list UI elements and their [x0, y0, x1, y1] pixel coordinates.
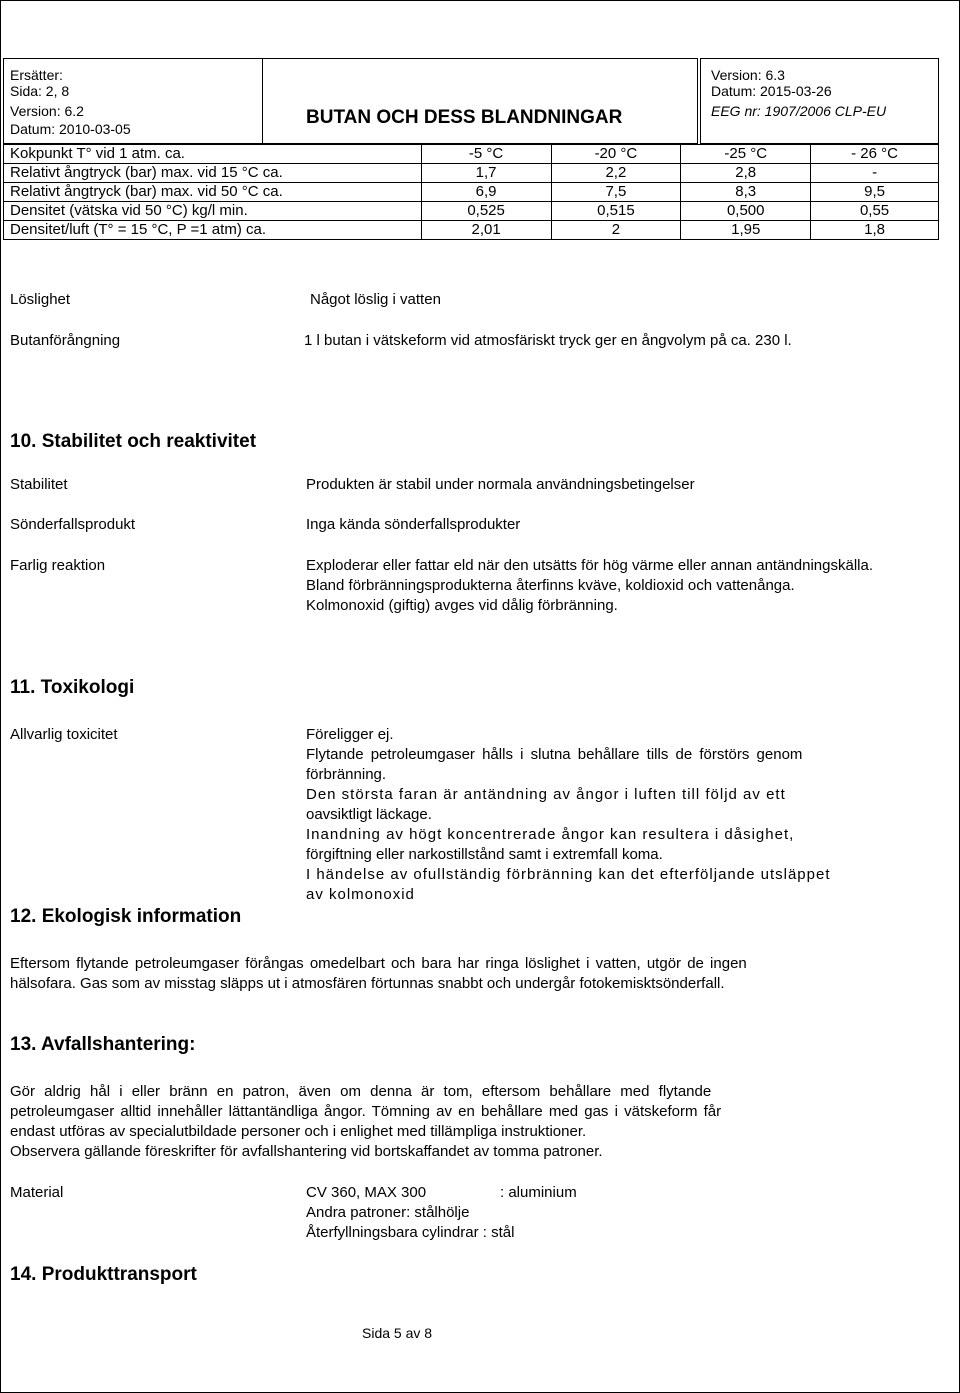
properties-row: [4, 183, 939, 202]
waste-line: Gör aldrig hål i eller bränn en patron, även om denna är tom, eftersom behållare med flytande: [10, 1083, 712, 1100]
waste-line: endast utföras av specialutbildade personer och i enlighet med tillämpliga instruktioner.: [10, 1123, 587, 1140]
replaces-label: Ersätter:: [10, 67, 63, 83]
property-value: 9,5: [811, 183, 939, 202]
properties-row: [4, 164, 939, 183]
property-value: 0,525: [421, 202, 551, 221]
toxicity-line: Den största faran är antändning av ångor i luften till följd av ett: [306, 786, 786, 803]
toxicity-line: förgiftning eller narkostillstånd samt i extremfall koma.: [306, 846, 663, 863]
header-left-cell: [3, 58, 263, 144]
material-aluminium: : aluminium: [500, 1184, 577, 1201]
ecology-line: Eftersom flytande petroleumgaser förångas omedelbart och bara har ringa löslighet i vatten, utgör de ingen: [10, 955, 747, 972]
document-title: BUTAN OCH DESS BLANDNINGAR: [306, 107, 623, 128]
properties-row: [4, 145, 939, 164]
property-value: 1,95: [681, 221, 811, 240]
property-label: Densitet/luft (T° = 15 °C, P =1 atm) ca.: [4, 221, 422, 240]
property-value: -20 °C: [551, 145, 681, 164]
solubility-label: Löslighet: [10, 291, 71, 308]
property-value: 7,5: [551, 183, 681, 202]
section-11-heading: 11. Toxikologi: [10, 677, 135, 698]
version: Version: 6.3: [711, 67, 785, 83]
solubility-value: Något löslig i vatten: [310, 291, 441, 308]
evaporation-value: 1 l butan i vätskeform vid atmosfäriskt tryck ger en ångvolym på ca. 230 l.: [304, 332, 792, 349]
property-value: 8,3: [681, 183, 811, 202]
property-value: 6,9: [421, 183, 551, 202]
header-title-cell: [262, 58, 698, 144]
reaction-label: Farlig reaktion: [10, 557, 106, 574]
properties-table: [3, 144, 939, 240]
reaction-line: Exploderar eller fattar eld när den utsätts för hög värme eller annan antändningskälla.: [306, 557, 874, 574]
toxicity-text: [306, 725, 916, 905]
decomposition-label: Sönderfallsprodukt: [10, 516, 136, 533]
toxicity-line: Inandning av högt koncentrerade ångor kan resultera i dåsighet,: [306, 826, 795, 843]
toxicity-line: förbränning.: [306, 766, 387, 783]
toxicity-line: Föreligger ej.: [306, 726, 394, 743]
property-label: Relativt ångtryck (bar) max. vid 50 °C ca.: [4, 183, 422, 202]
material-label: Material: [10, 1184, 64, 1201]
property-value: 0,515: [551, 202, 681, 221]
waste-line: Observera gällande föreskrifter för avfallshantering vid bortskaffandet av tomma patroner.: [10, 1143, 603, 1160]
replaces-version: Version: 6.2: [10, 103, 84, 119]
property-value: 2,2: [551, 164, 681, 183]
property-value: -: [811, 164, 939, 183]
toxicity-line: oavsiktligt läckage.: [306, 806, 432, 823]
stability-label: Stabilitet: [10, 476, 68, 493]
section-10-heading: 10. Stabilitet och reaktivitet: [10, 431, 257, 452]
toxicity-line: av kolmonoxid: [306, 886, 415, 903]
toxicity-line: Flytande petroleumgaser hålls i slutna behållare tills de förstörs genom: [306, 746, 803, 763]
toxicity-label: Allvarlig toxicitet: [10, 726, 118, 743]
property-value: - 26 °C: [811, 145, 939, 164]
material-refillable: Återfyllningsbara cylindrar : stål: [306, 1224, 515, 1241]
ecology-line: hälsofara. Gas som av misstag släpps ut i atmosfären förtunnas snabbt och undergår fotokemisktsönderfall.: [10, 975, 725, 992]
property-value: -25 °C: [681, 145, 811, 164]
header-right-cell: [700, 58, 939, 144]
property-label: Kokpunkt T° vid 1 atm. ca.: [4, 145, 422, 164]
properties-row: [4, 202, 939, 221]
reaction-line: Kolmonoxid (giftig) avges vid dålig förbränning.: [306, 597, 618, 614]
reaction-text: [306, 556, 873, 616]
date: Datum: 2015-03-26: [711, 83, 832, 99]
section-12-heading: 12. Ekologisk information: [10, 906, 242, 927]
evaporation-label: Butanförångning: [10, 332, 121, 349]
decomposition-value: Inga kända sönderfallsprodukter: [306, 516, 521, 533]
reaction-line: Bland förbränningsprodukterna återfinns kväve, koldioxid och vattenånga.: [306, 577, 795, 594]
page-number: Sida 5 av 8: [362, 1325, 433, 1341]
property-value: 1,8: [811, 221, 939, 240]
material-other: Andra patroner: stålhölje: [306, 1204, 470, 1221]
property-value: -5 °C: [421, 145, 551, 164]
material-model: CV 360, MAX 300: [306, 1184, 427, 1201]
property-label: Relativt ångtryck (bar) max. vid 15 °C ca.: [4, 164, 422, 183]
replaces-date: Datum: 2010-03-05: [10, 121, 131, 137]
stability-value: Produkten är stabil under normala användningsbetingelser: [306, 476, 695, 493]
replaces-page: Sida: 2, 8: [10, 83, 70, 99]
regulation: EEG nr: 1907/2006 CLP-EU: [711, 103, 887, 119]
property-value: 1,7: [421, 164, 551, 183]
section-14-heading: 14. Produkttransport: [10, 1264, 197, 1285]
property-value: 0,55: [811, 202, 939, 221]
ecology-text: [10, 954, 930, 994]
property-value: 2,8: [681, 164, 811, 183]
waste-line: petroleumgaser alltid innehåller lättantändliga ångor. Tömning av en behållare med gas i vätskeform får: [10, 1103, 722, 1120]
waste-text: [10, 1082, 930, 1162]
property-label: Densitet (vätska vid 50 °C) kg/l min.: [4, 202, 422, 221]
section-13-heading: 13. Avfallshantering:: [10, 1034, 196, 1055]
properties-row: [4, 221, 939, 240]
property-value: 2: [551, 221, 681, 240]
property-value: 0,500: [681, 202, 811, 221]
property-value: 2,01: [421, 221, 551, 240]
toxicity-line: I händelse av ofullständig förbränning kan det efterföljande utsläppet: [306, 866, 831, 883]
